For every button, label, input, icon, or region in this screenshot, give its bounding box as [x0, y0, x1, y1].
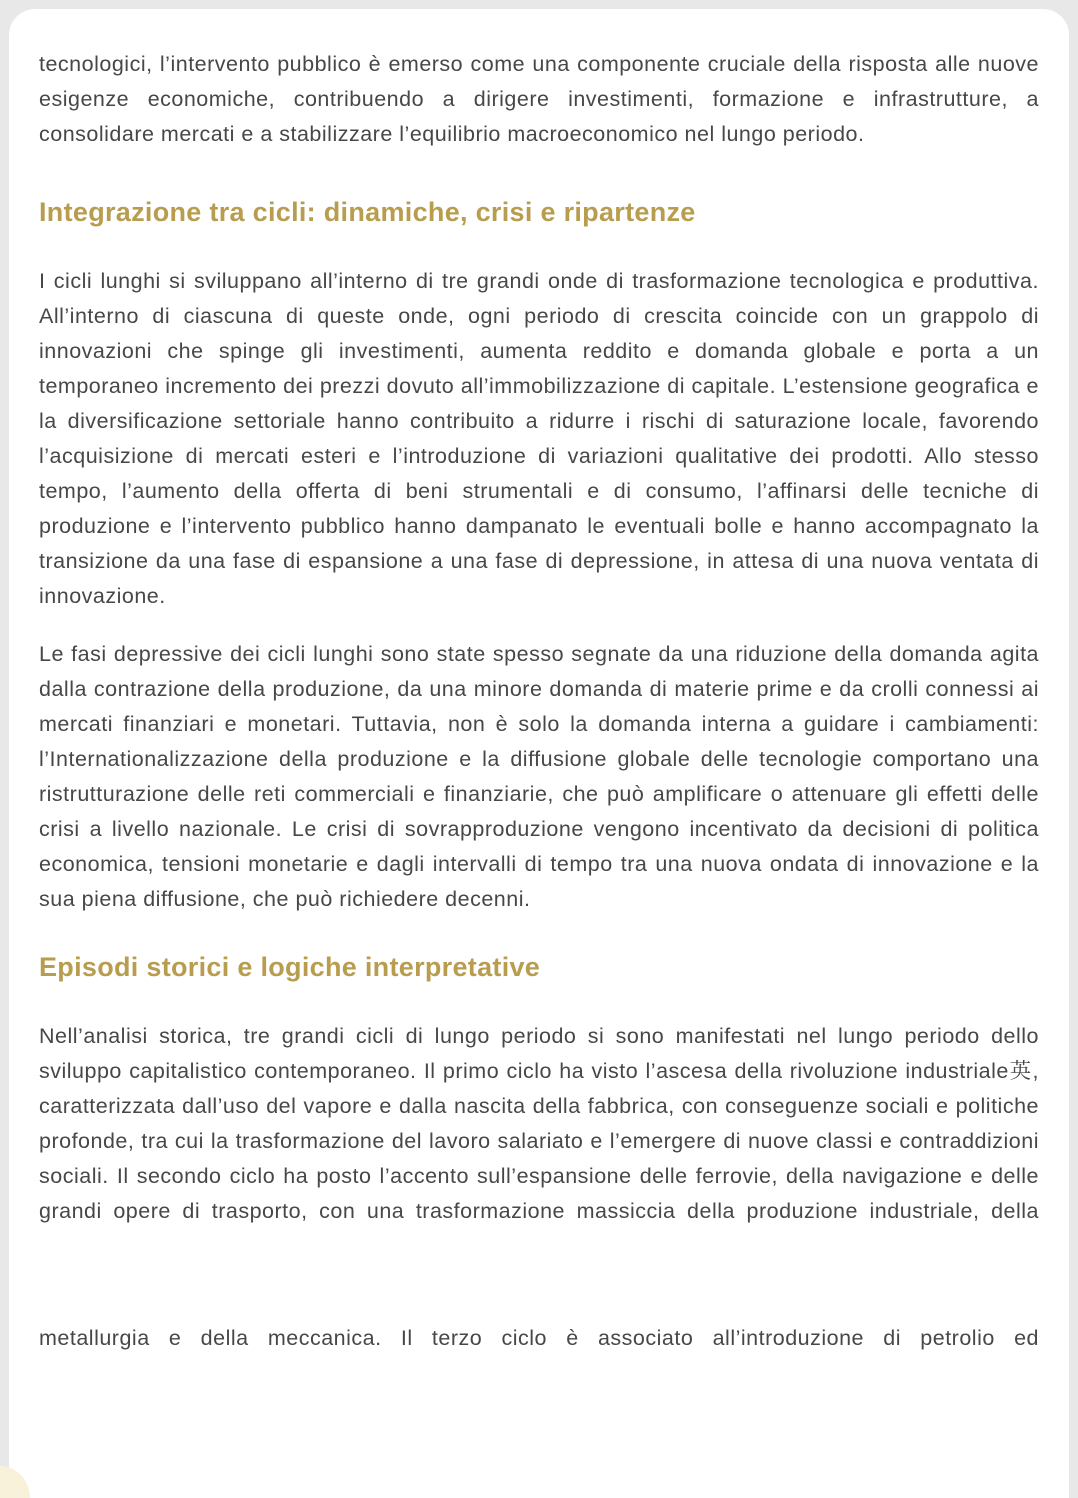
section-heading-integrazione-tra-cicli: Integrazione tra cicli: dinamiche, crisi e ripartenze: [39, 197, 696, 227]
paragraph-cicli-lunghi: I cicli lunghi si sviluppano all’interno di tre grandi onde di trasformazione tecnologica e produttiva. All’interno di ciascuna di queste onde, ogni periodo di crescita coincide con un grappolo di innovazioni che spinge gli investimenti, aumenta reddito e domanda globale e porta a un temporaneo incremento dei prezzi dovuto all’immobilizzazione di capitale. L’estensione geografica e la diversificazione settoriale hanno contribuito a ridurre i rischi di saturazione locale, favorendo l’acquisizione di mercati esteri e l’introduzione di variazioni qualitative dei prodotti. Allo stesso tempo, l’aumento della offerta di beni strumentali e di consumo, l’affinarsi delle tecniche di produzione e l’intervento pubblico hanno dampanato le eventuali bolle e hanno accompagnato la transizione da una fase di espansione a una fase di depressione, in attesa di una nuova ventata di innovazione.: [39, 269, 1039, 608]
paragraph-analisi-storica: Nell’analisi storica, tre grandi cicli di lungo periodo si sono manifestati nel lungo periodo dello sviluppo capitalistico contemporaneo. Il primo ciclo ha visto l’ascesa della rivoluzione industriale英, caratterizzata dall’uso del vapore e dalla nascita della fabbrica, con conseguenze sociali e politiche profonde, tra cui la trasformazione del lavoro salariato e l’emergere di nuove classi e contraddizioni sociali. Il secondo ciclo ha posto l’accento sull’espansione delle ferrovie, della navigazione e delle grandi opere di trasporto, con una trasformazione massiccia della produzione industriale, della: [39, 1024, 1039, 1223]
paragraph-metallurgia-cut-line: metallurgia e della meccanica. Il terzo ciclo è associato all’introduzione di petrolio ed: [39, 1326, 1039, 1350]
intro-paragraph: tecnologici, l’intervento pubblico è emerso come una componente cruciale della risposta alle nuove esigenze economiche, contribuendo a dirigere investimenti, formazione e infrastrutture, a consolidare mercati e a stabilizzare l’equilibrio macroeconomico nel lungo periodo.: [39, 52, 1039, 146]
paragraph-fasi-depressive: Le fasi depressive dei cicli lunghi sono state spesso segnate da una riduzione della domanda agita dalla contrazione della produzione, da una minore domanda di materie prime e da crolli connessi ai mercati finanziari e monetari. Tuttavia, non è solo la domanda interna a guidare i cambiamenti: l’Internationalizzazione della produzione e la diffusione globale delle tecnologie comportano una ristrutturazione delle reti commerciali e finanziarie, che può amplificare o attenuare gli effetti delle crisi a livello nazionale. Le crisi di sovrapproduzione vengono incentivato da decisioni di politica economica, tensioni monetarie e dagli intervalli di tempo tra una nuova ondata di innovazione e la sua piena diffusione, che può richiedere decenni.: [39, 642, 1039, 911]
document-page: [9, 9, 1069, 1498]
section-heading-episodi-storici: Episodi storici e logiche interpretative: [39, 952, 541, 982]
